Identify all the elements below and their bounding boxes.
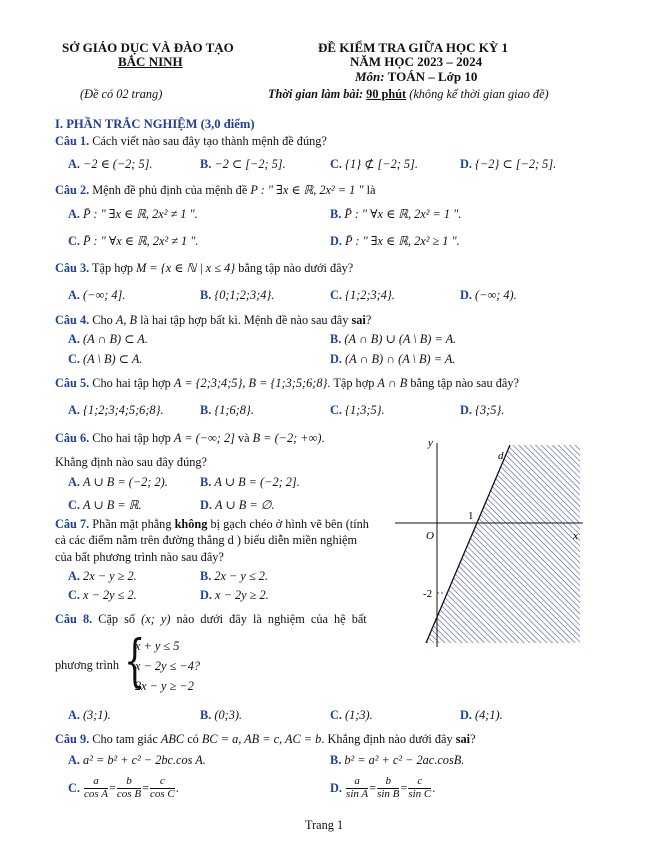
question-5: Câu 5. Cho hai tập hợp A = {2;3;4;5}, B = {1;3;5;6;8}. Tập hợp A ∩ B bằng tập nào sau đây?: [55, 376, 519, 390]
exam-title: ĐỀ KIỂM TRA GIỮA HỌC KỲ 1: [318, 40, 508, 55]
frac-b-sinB: $\frac{b}{\text{sin B}}$: [377, 775, 400, 800]
q9-option-b: B. b² = a² + c² − 2ac.cosB.: [330, 753, 465, 767]
q7-option-b: B. 2x − y ≤ 2.: [200, 569, 268, 583]
q6-option-a: A. A ∪ B = (−2; 2).: [68, 475, 168, 489]
q5-option-d: D. {3;5}.: [460, 403, 505, 417]
province-name: BẮC NINH: [118, 54, 183, 69]
half-plane-figure: [395, 435, 595, 650]
subject-line: Môn: TOÁN – Lớp 10: [355, 69, 478, 84]
dept-name: SỞ GIÁO DỤC VÀ ĐÀO TẠO: [62, 40, 234, 55]
frac-a-sinA: $\frac{a}{\text{sin A}}$: [346, 775, 369, 800]
y-axis-label: y: [428, 437, 433, 449]
question-6: Câu 6. Cho hai tập hợp A = (−∞; 2] và B = (−2; +∞).: [55, 431, 325, 445]
q8-option-c: C. (1;3).: [330, 708, 373, 722]
q8-option-a: A. (3;1).: [68, 708, 111, 722]
system-brace: {: [124, 629, 146, 694]
frac-c-sinC: $\frac{c}{\text{sin C}}$: [408, 775, 432, 800]
frac-a-cosA: $\frac{a}{\text{cos A}}$: [84, 775, 108, 800]
question-2: Câu 2. Mệnh đề phủ định của mệnh đề P : " ∃x ∈ ℝ, 2x² = 1 " là: [55, 183, 376, 197]
school-year: NĂM HỌC 2023 – 2024: [350, 54, 483, 69]
page-number: Trang 1: [305, 818, 344, 832]
frac-c-cosC: $\frac{c}{\text{cos C}}$: [150, 775, 175, 800]
system-ineq-2: x − 2y ≤ −4?: [135, 659, 201, 673]
q7-option-a: A. 2x − y ≥ 2.: [68, 569, 137, 583]
q1-option-c: C. {1} ⊄ [−2; 5].: [330, 157, 418, 171]
q1-option-a: A. −2 ∈ (−2; 5].: [68, 157, 153, 171]
question-3: Câu 3. Tập hợp M = {x ∈ ℕ | x ≤ 4} bằng tập nào dưới đây?: [55, 261, 354, 275]
q1-option-b: B. −2 ⊂ [−2; 5].: [200, 157, 286, 171]
system-ineq-1: x + y ≤ 5: [135, 639, 180, 653]
q5-option-c: C. {1;3;5}.: [330, 403, 385, 417]
q2-option-a: A. P̄ : " ∃x ∈ ℝ, 2x² ≠ 1 ".: [68, 207, 198, 221]
question-1: Câu 1. Cách viết nào sau đây tạo thành mệnh đề đúng?: [55, 134, 327, 148]
question-9: Câu 9. Cho tam giác ABC có BC = a, AB = c, AC = b. Khẳng định nào dưới đây sai?: [55, 732, 476, 746]
q1-option-d: D. {−2} ⊂ [−2; 5].: [460, 157, 557, 171]
q6-option-d: D. A ∪ B = ∅.: [200, 498, 275, 512]
q4-option-c: C. (A \ B) ⊂ A.: [68, 352, 143, 366]
time-line: Thời gian làm bài: 90 phút (không kể thời gian giao đề): [268, 87, 549, 101]
shaded-region: [426, 445, 580, 643]
question-8: Câu 8. Cặp số (x; y) nào dưới đây là nghiệm của hệ bất: [55, 612, 367, 626]
section-title: I. PHẦN TRẮC NGHIỆM (3,0 điểm): [55, 117, 255, 131]
question-7: Câu 7. Phần mặt phẳng không bị gạch chéo ở hình vẽ bên (tính: [55, 517, 369, 531]
q8-option-b: B. (0;3).: [200, 708, 243, 722]
q6-option-b: B. A ∪ B = (−2; 2].: [200, 475, 300, 489]
q4-option-a: A. (A ∩ B) ⊂ A.: [68, 332, 148, 346]
q3-option-c: C. {1;2;3;4}.: [330, 288, 395, 302]
x-axis-label: x: [573, 530, 578, 542]
system-label: phương trình: [55, 658, 120, 672]
system-ineq-3: 2x − y ≥ −2: [135, 679, 194, 693]
q9-option-a: A. a² = b² + c² − 2bc.cos A.: [68, 753, 206, 767]
q4-option-b: B. (A ∩ B) ∪ (A \ B) = A.: [330, 332, 457, 346]
q5-option-b: B. {1;6;8}.: [200, 403, 254, 417]
q2-option-d: D. P̄ : " ∃x ∈ ℝ, 2x² ≥ 1 ".: [330, 234, 460, 248]
question-4: Câu 4. Cho A, B là hai tập hợp bất kì. Mệnh đề nào sau đây sai?: [55, 313, 372, 327]
q7-option-d: D. x − 2y ≥ 2.: [200, 588, 269, 602]
tick-y-minus2: -2: [423, 588, 433, 600]
q3-option-b: B. {0;1;2;3;4}.: [200, 288, 275, 302]
q9-option-c: C. $\frac{a}{\text{cos A}}$ = $\frac{b}{\text{cos B}}$ = $\frac{c}{\text{cos C}}$ .: [68, 775, 179, 800]
question-7-line3: của bất phương trình nào sau đây?: [55, 550, 224, 564]
q3-option-a: A. (−∞; 4].: [68, 288, 126, 302]
frac-b-cosB: $\frac{b}{\text{cos B}}$: [116, 775, 142, 800]
q5-option-a: A. {1;2;3;4;5;6;8}.: [68, 403, 164, 417]
origin-label: O: [426, 530, 434, 542]
q9-option-d: D. $\frac{a}{\text{sin A}}$ = $\frac{b}{\text{sin B}}$ = $\frac{c}{\text{sin C}}$ .: [330, 775, 436, 800]
tick-x-1: 1: [468, 510, 474, 522]
q3-option-d: D. (−∞; 4).: [460, 288, 517, 302]
question-7-line2: cả các điểm nằm trên đường thẳng d ) biểu diễn miền nghiệm: [55, 533, 358, 547]
q4-option-d: D. (A ∩ B) ∩ (A \ B) = A.: [330, 352, 456, 366]
question-6-line2: Khẳng định nào sau đây đúng?: [55, 455, 207, 469]
q8-option-d: D. (4;1).: [460, 708, 503, 722]
q2-option-b: B. P̄ : " ∀x ∈ ℝ, 2x² = 1 ".: [330, 207, 462, 221]
q6-option-c: C. A ∪ B = ℝ.: [68, 498, 142, 512]
q2-option-c: C. P̄ : " ∀x ∈ ℝ, 2x² ≠ 1 ".: [68, 234, 199, 248]
q7-option-c: C. x − 2y ≤ 2.: [68, 588, 137, 602]
pages-note: (Đề có 02 trang): [80, 87, 163, 101]
line-d-label: d: [498, 450, 504, 462]
